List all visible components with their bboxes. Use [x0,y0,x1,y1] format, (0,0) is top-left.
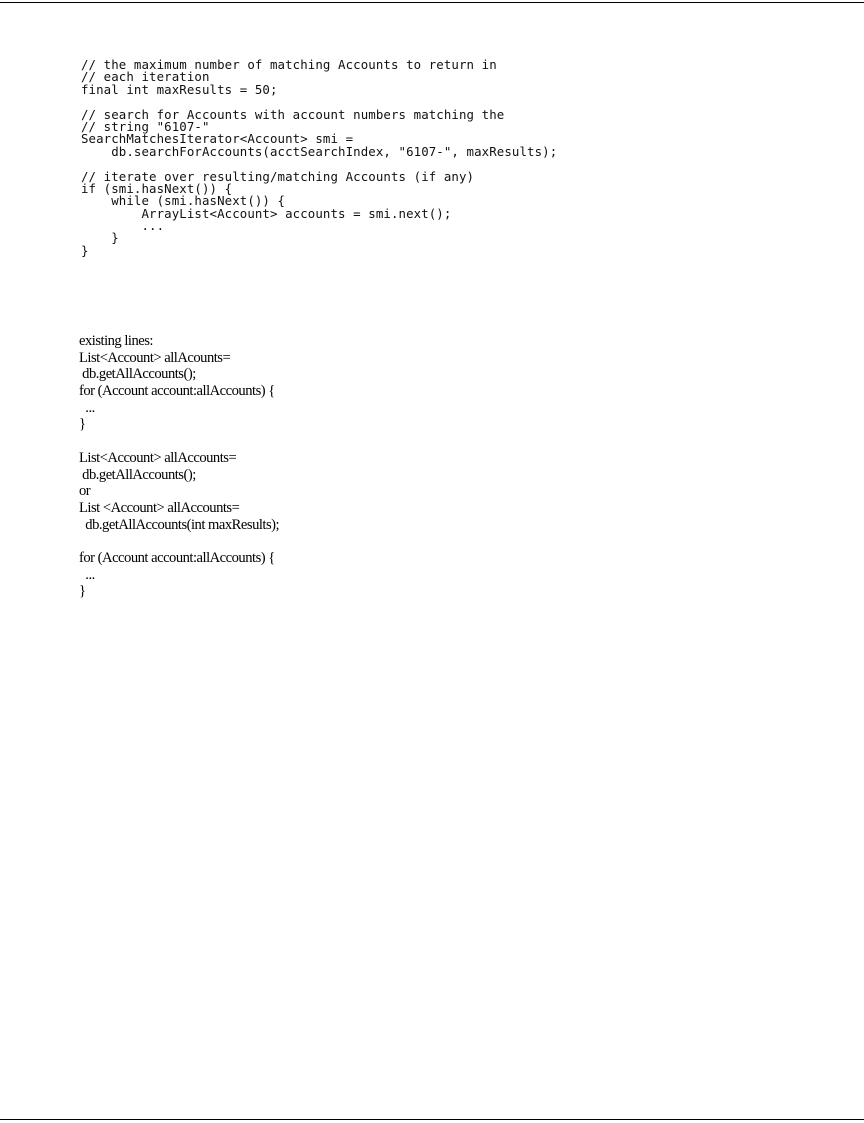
notes-snippet [79,333,779,600]
code-line: ArrayList<Account> accounts = smi.next(); [81,205,452,221]
notes-line: db.getAllAccounts(); [79,366,196,383]
notes-line: db.getAllAccounts(); [79,466,196,483]
notes-line: or [79,483,91,500]
code-line: SearchMatchesIterator<Account> smi = [81,131,354,147]
code-line: // search for Accounts with account numbers matching the [81,106,505,122]
notes-line: } [79,583,86,600]
code-line: final int maxResults = 50; [81,81,278,97]
code-line: } [81,230,119,246]
code-line: while (smi.hasNext()) { [81,193,286,209]
code-line: // each iteration [81,69,210,85]
code-line: if (smi.hasNext()) { [81,180,233,196]
notes-line: db.getAllAccounts(int maxResults); [79,516,280,533]
notes-line: ... [79,399,95,416]
notes-line: List <Account> allAccounts= [79,499,240,516]
code-line: ... [81,218,165,234]
notes-blank-line [79,533,779,550]
notes-line: List<Account> allAccounts= [79,449,237,466]
code-line: // string "6107-" [81,118,210,134]
notes-line: } [79,416,86,433]
code-snippet [81,59,781,257]
code-line: } [81,242,89,258]
bottom-rule [0,1119,864,1120]
notes-line: List<Account> allAcounts= [79,349,231,366]
code-line: // the maximum number of matching Accounts to return in [81,57,497,72]
code-line: db.searchForAccounts(acctSearchIndex, "6107-", maxResults); [81,143,558,159]
notes-line: for (Account account:allAccounts) { [79,383,275,400]
notes-heading: existing lines: [79,333,153,349]
notes-line: for (Account account:allAccounts) { [79,549,275,566]
top-rule [0,2,864,3]
notes-line: ... [79,566,95,583]
notes-blank-line [79,433,779,450]
code-line: // iterate over resulting/matching Accounts (if any) [81,168,475,184]
